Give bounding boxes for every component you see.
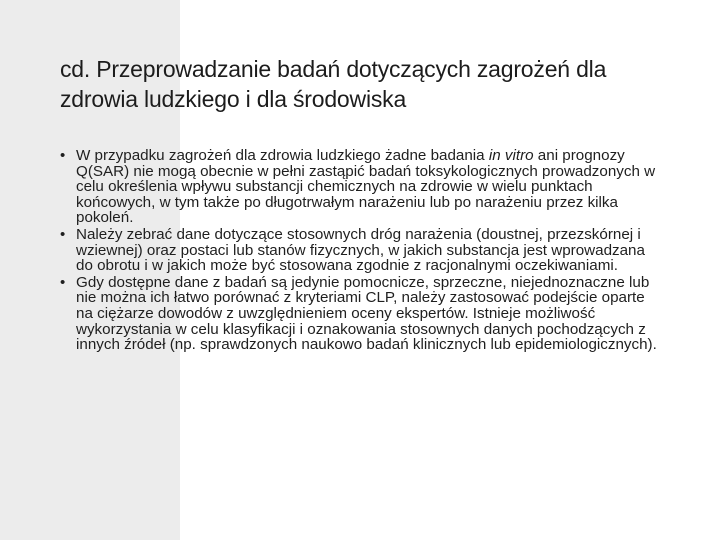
bullet-item-2	[60, 227, 660, 274]
bullet-item-3	[60, 275, 660, 353]
bullet-text-2: Należy zebrać dane dotyczące stosownych dróg narażenia (doustnej, przezskórnej i wziewnej) oraz postaci lub stanów fizycznych, w jakich substancja jest wprowadzana do obrotu i w jakich może być stosowana zgodnie z racjonalnymi oczekiwaniami.	[76, 225, 645, 275]
bullet-marker: •	[60, 225, 66, 243]
bullet-text-1-part-1: W przypadku zagrożeń dla zdrowia ludzkiego żadne badania	[76, 147, 489, 164]
bullet-text-1-italic: in vitro	[488, 147, 534, 164]
bullet-marker: •	[60, 273, 66, 291]
bullet-marker: •	[60, 147, 66, 164]
slide-title: cd. Przeprowadzanie badań dotyczących zagrożeń dla zdrowia ludzkiego i dla środowiska	[60, 56, 607, 112]
bullet-item-1	[60, 148, 660, 226]
bullet-text-3: Gdy dostępne dane z badań są jedynie pomocnicze, sprzeczne, niejednoznaczne lub nie można ich łatwo porównać z kryteriami CLP, należy zastosować podejście oparte na ciężarze dowodów z uwzględnieniem oceny ekspertów. Istnieje możliwość wykorzystania w celu klasyfikacji i oznakowania stosownych danych pochodzących z innych źródeł (np. sprawdzonych naukowo badań klinicznych lub epidemiologicznych).	[76, 273, 657, 354]
slide-content	[60, 54, 660, 354]
bullet-list	[60, 148, 660, 353]
bullet-text-1	[76, 148, 660, 226]
bullet-text-1-part-2: ani prognozy Q(SAR) nie mogą obecnie w pełni zastąpić badań toksykologicznych prowadzonych w celu określenia wpływu substancji chemicznych na zdrowie w wielu punktach końcowych, w tym także po długotrwałym narażeniu lub po narażeniu przez kilka pokoleń.	[76, 147, 656, 227]
